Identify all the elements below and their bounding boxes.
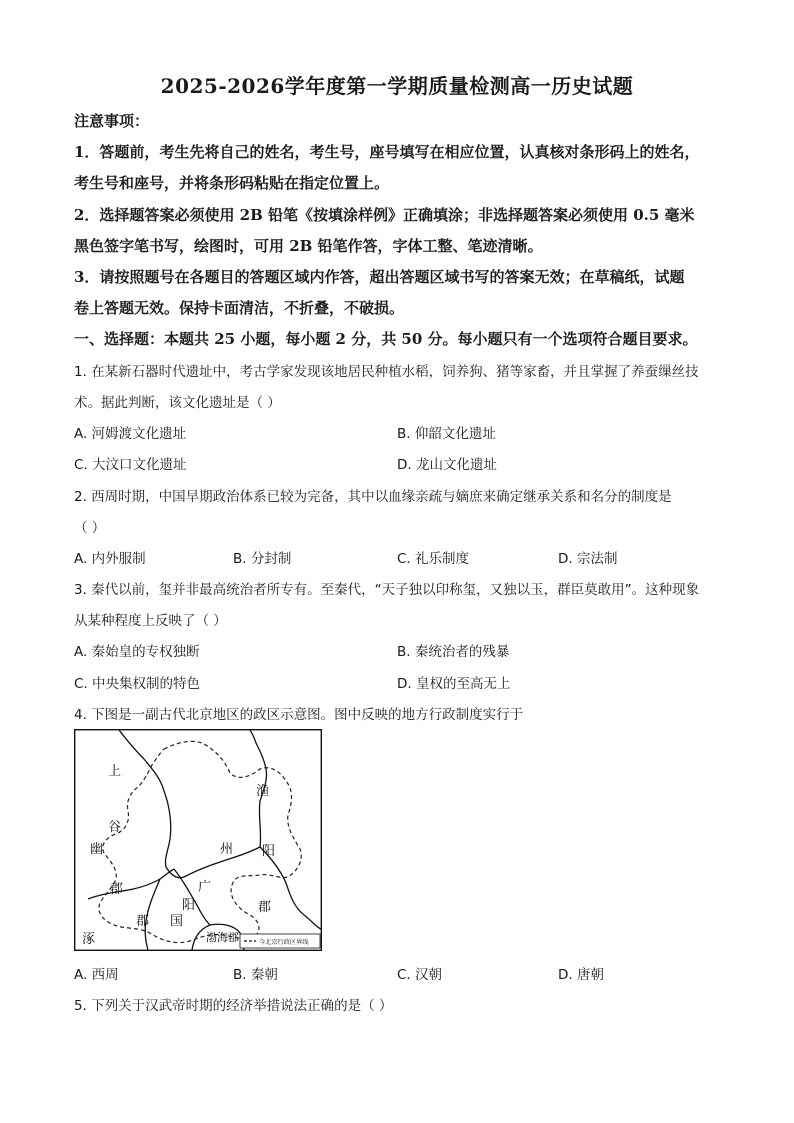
question-3-option-b: B. 秦统治者的残暴 — [397, 644, 510, 660]
question-4-option-c: C. 汉朝 — [397, 967, 443, 983]
map-label: 郡 — [136, 914, 150, 929]
map-label: 幽 — [90, 842, 104, 857]
question-5-text: 5. 下列关于汉武帝时期的经济举措说法正确的是（ ） — [74, 998, 393, 1014]
beijing-region-map — [74, 729, 322, 951]
notice-line: 2．选择题答案必须使用 2B 铅笔《按填涂样例》正确填涂；非选择题答案必须使用 0.5 毫米 — [74, 206, 695, 224]
question-3-text: 从某种程度上反映了（ ） — [74, 613, 227, 629]
map-label: 渤海郡 — [206, 931, 239, 944]
map-legend-label: 今北京行政区界线 — [259, 939, 309, 946]
map-label: 渔 — [256, 784, 270, 799]
question-4-option-a: A. 西周 — [74, 967, 119, 983]
question-1-text: 1. 在某新石器时代遗址中，考古学家发现该地居民种植水稻，饲养狗、猪等家畜，并且掌握了养蚕缫丝技 — [74, 364, 699, 380]
question-1-text: 术。据此判断，该文化遗址是（ ） — [74, 395, 281, 411]
question-4-option-d: D. 唐朝 — [558, 967, 604, 983]
question-4-text: 4. 下图是一副古代北京地区的政区示意图。图中反映的地方行政制度实行于 — [74, 707, 524, 723]
question-3-text: 3. 秦代以前，玺并非最高统治者所专有。至秦代，“天子独以印称玺，又独以玉，群臣莫敢用”。这种现象 — [74, 582, 700, 598]
question-2-option-c: C. 礼乐制度 — [397, 551, 470, 567]
map-label: 广 — [198, 880, 212, 895]
map-label: 上 — [108, 764, 122, 779]
notice-heading: 注意事项： — [74, 112, 150, 130]
map-label: 涿 — [82, 932, 96, 947]
map-label: 州 — [220, 842, 234, 857]
notice-line: 1．答题前，考生先将自己的姓名，考生号，座号填写在相应位置，认真核对条形码上的姓名， — [74, 143, 700, 161]
page-title: 2025-2026学年度第一学期质量检测高一历史试题 — [160, 74, 634, 98]
map-label: 谷 — [108, 820, 122, 835]
question-3-option-c: C. 中央集权制的特色 — [74, 676, 201, 692]
question-2-option-a: A. 内外服制 — [74, 551, 146, 567]
map-label: 国 — [170, 914, 184, 929]
map-label: 阳 — [262, 844, 276, 859]
notice-line: 卷上答题无效。保持卡面清洁，不折叠，不破损。 — [74, 299, 405, 317]
section-heading: 一、选择题：本题共 25 小题，每小题 2 分，共 50 分。每小题只有一个选项符合题目要求。 — [74, 330, 698, 348]
question-2-option-b: B. 分封制 — [233, 551, 292, 567]
notice-line: 3．请按照题号在各题目的答题区域内作答，超出答题区域书写的答案无效；在草稿纸，试题 — [74, 268, 685, 286]
question-1-option-b: B. 仰韶文化遗址 — [397, 426, 496, 442]
question-3-option-d: D. 皇权的至高无上 — [397, 676, 511, 692]
question-3-option-a: A. 秦始皇的专权独断 — [74, 644, 200, 660]
question-2-text: （ ） — [74, 520, 106, 536]
map-label: 郡 — [258, 900, 272, 915]
question-1-option-a: A. 河姆渡文化遗址 — [74, 426, 187, 442]
map-label: 郡 — [110, 882, 124, 897]
question-4-option-b: B. 秦朝 — [233, 967, 278, 983]
map-label: 阳 — [182, 898, 196, 913]
question-1-option-c: C. 大汶口文化遗址 — [74, 457, 187, 473]
notice-line: 考生号和座号，并将条形码粘贴在指定位置上。 — [74, 174, 390, 192]
question-2-text: 2. 西周时期，中国早期政治体系已较为完备，其中以血缘亲疏与嫡庶来确定继承关系和名分的制度是 — [74, 489, 672, 505]
question-2-option-d: D. 宗法制 — [558, 551, 618, 567]
question-1-option-d: D. 龙山文化遗址 — [397, 457, 497, 473]
notice-line: 黑色签字笔书写，绘图时，可用 2B 铅笔作答，字体工整、笔迹清晰。 — [74, 237, 543, 255]
